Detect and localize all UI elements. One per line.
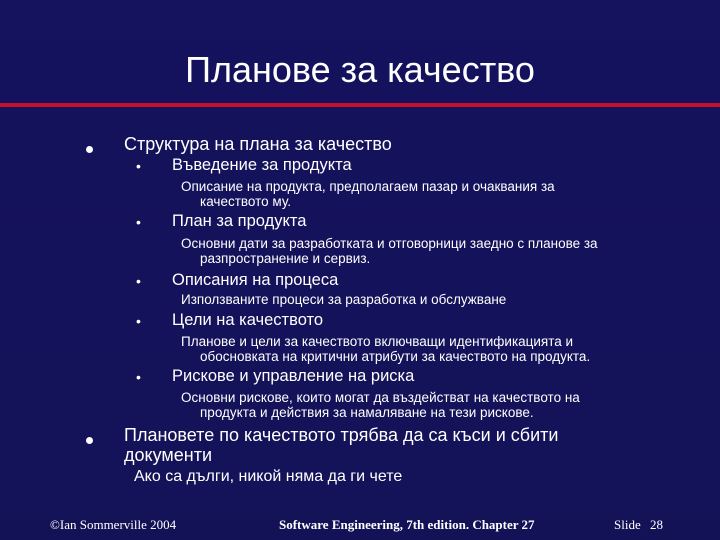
detail-line: обосновката на критични атрибути за качеството на продукта. [200,349,591,364]
detail-line: Използваните процеси за разработка и обслужване [181,292,507,307]
bullet-2-sub: Ако са дълги, никой няма да ги чете [134,468,403,485]
sub-bullet-3: Описания на процеса [172,271,339,289]
detail-line: продукта и действия за намаляване на тези рискове. [200,405,534,420]
sub-bullet-marker: • [136,158,141,174]
sub-bullet-marker: • [136,273,141,289]
detail-line: Планове и цели за качеството включващи идентификацията и [181,334,574,349]
sub-bullet-2: План за продукта [172,212,307,230]
sub-bullet-5-detail [181,390,701,420]
footer-book-title: Software Engineering, 7th edition. Chapter 27 [279,517,535,532]
footer-slide-number: 28 [650,517,663,532]
sub-bullet-1-detail [181,179,701,209]
detail-line: Основни дати за разработката и отговорници заедно с планове за [181,236,598,251]
slide-title: Планове за качество [185,49,535,90]
sub-bullet-3-detail [181,292,701,307]
sub-bullet-marker: • [136,369,141,385]
bullet-1-text: Структура на плана за качество [124,134,392,154]
sub-bullet-4: Цели на качеството [172,311,324,329]
title-divider [0,103,720,107]
bullet-dot [86,437,93,444]
bullet-2-line: Плановете по качеството трябва да са къси и сбити [124,425,559,445]
sub-bullet-marker: • [136,214,141,230]
sub-bullet-1: Въведение за продукта [172,156,352,174]
detail-line: разпространение и сервиз. [200,251,371,266]
detail-line: Описание на продукта, предполагаем пазар и очаквания за [181,179,555,194]
detail-line: качеството му. [200,194,291,209]
bullet-2-text [124,425,684,465]
footer-slide-label: Slide [614,517,641,532]
detail-line: Основни рискове, които могат да въздействат на качеството на [181,390,580,405]
bullet-dot [86,146,93,153]
sub-bullet-2-detail [181,236,701,266]
bullet-2-line: документи [124,445,213,465]
sub-bullet-marker: • [136,313,141,329]
sub-bullet-4-detail [181,334,701,364]
sub-bullet-5: Рискове и управление на риска [172,367,415,385]
footer-copyright: ©Ian Sommerville 2004 [50,517,177,532]
